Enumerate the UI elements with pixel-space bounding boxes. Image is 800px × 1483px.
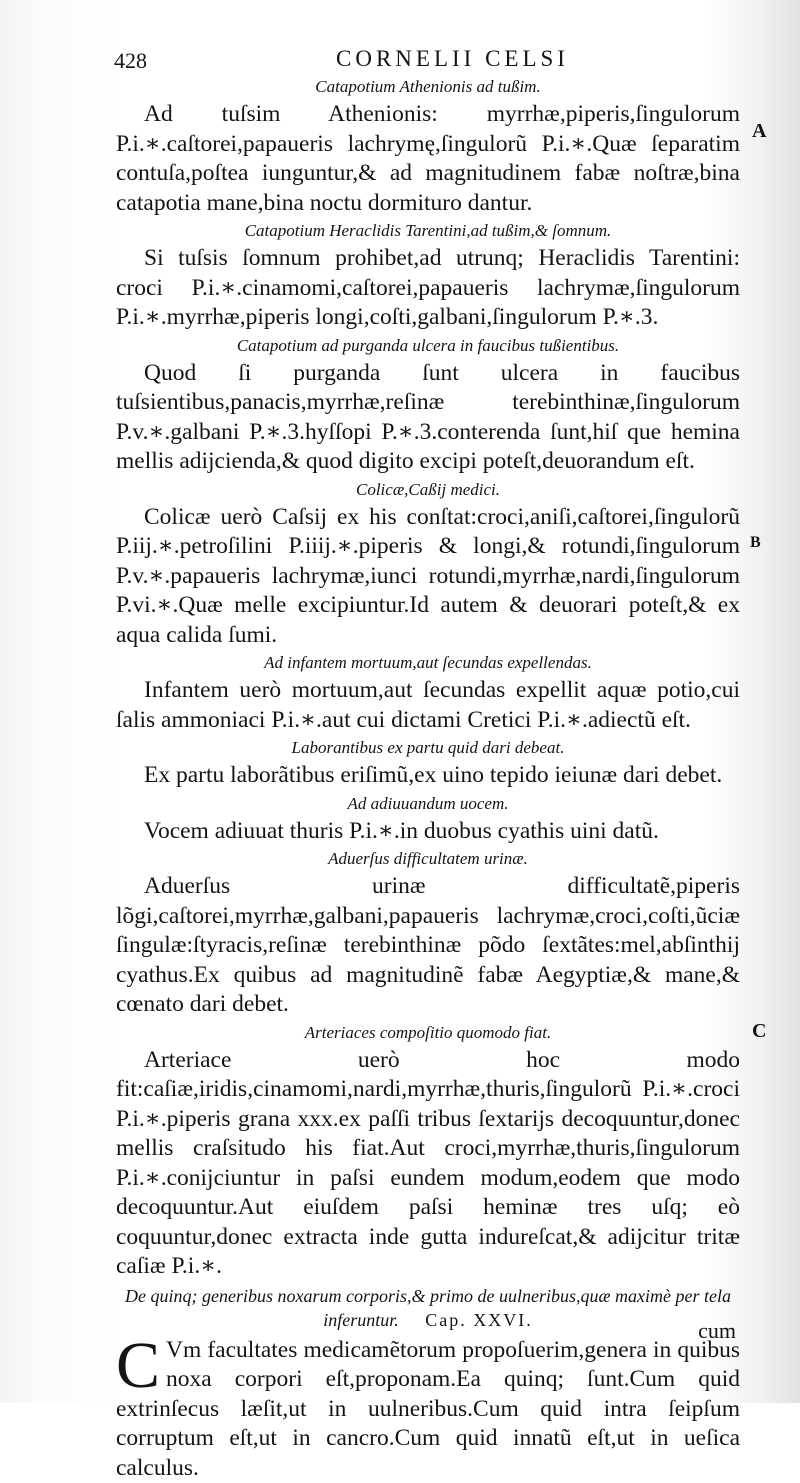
margin-note-b: B bbox=[750, 534, 761, 552]
section-heading: Catapotium Heraclidis Tarentini,ad tußim,& ſomnum. bbox=[116, 220, 740, 241]
section-heading: Arteriaces compoſitio quomodo fiat. bbox=[116, 1022, 740, 1043]
margin-note-c: C bbox=[752, 1020, 766, 1043]
margin-note-a: A bbox=[752, 120, 766, 143]
section-heading: Ad adiuuandum uocem. bbox=[116, 793, 740, 814]
section-paragraph: Quod ſi purganda ſunt ulcera in faucibus tuſsientibus,panacis,myrrhæ,reſinæ terebinthinæ,ſingulorum P.v.∗.galbani P.∗.3.hyſſopi P.∗.3.conterenda ſunt,hiſ que hemina mellis adijcienda,& quod digito excipi poteſt,deuorandum eſt. bbox=[116, 359, 740, 477]
page-header bbox=[0, 44, 800, 78]
chapter-heading bbox=[116, 1284, 740, 1332]
section-heading: Aduerſus difficultatem urinæ. bbox=[116, 848, 740, 869]
catchword: cum bbox=[698, 1318, 736, 1344]
main-text bbox=[116, 74, 740, 1483]
section-paragraph: Colicæ uerò Caſsij ex his conſtat:croci,aniſi,caſtorei,ſingulorũ P.iij.∗.petroſilini P.iiij.∗.piperis & longi,& rotundi,ſingulorum P.v.∗.papaueris lachrymæ,iunci rotundi,myrrhæ,nardi,ſingulorum P.vi.∗.Quæ melle excipiuntur.Id autem & deuorari poteſt,& ex aqua calida ſumi. bbox=[116, 503, 740, 651]
chapter-number: Cap. XXVI. bbox=[425, 1310, 533, 1330]
chapter-paragraph bbox=[116, 1336, 740, 1483]
section-heading: Catapotium Athenionis ad tußim. bbox=[116, 76, 740, 97]
chapter-text: Vm facultates medicamẽtorum propoſuerim,genera in quibus noxa corpori eſt,proponam.Ea quinq; ſunt.Cum quid extrinſecus læſit,ut in uulneribus.Cum quid intra ſeipſum corruptum eſt,ut in cancro.Cum quid innatũ eſt,ut in ueſica calculus. bbox=[116, 1337, 740, 1481]
section-paragraph: Aduerſus urinæ difficultatẽ,piperis lõgi,caſtorei,myrrhæ,galbani,papaueris lachrymæ,croci,coſti,ũciæ ſingulæ:ſtyracis,reſinæ terebinthinæ põdo ſextãtes:mel,abſinthij cyathus.Ex quibus ad magnitudinẽ fabæ Aegyptiæ,& mane,& cœnato dari debet. bbox=[116, 872, 740, 1020]
section-paragraph: Infantem uerò mortuum,aut ſecundas expellit aquæ potio,cui ſalis ammoniaci P.i.∗.aut cui dictami Cretici P.i.∗.adiectũ eſt. bbox=[116, 676, 740, 735]
section-heading: Ad infantem mortuum,aut ſecundas expellendas. bbox=[116, 652, 740, 673]
section-heading: Catapotium ad purganda ulcera in faucibus tußientibus. bbox=[116, 335, 740, 356]
page-number: 428 bbox=[114, 48, 147, 74]
section-paragraph: Arteriace uerò hoc modo fit:caſiæ,iridis,cinamomi,nardi,myrrhæ,thuris,ſingulorũ P.i.∗.croci P.i.∗.piperis grana xxx.ex paſſi tribus ſextarijs decoquuntur,donec mellis craſsitudo his fiat.Aut croci,myrrhæ,thuris,ſingulorum P.i.∗.conijciuntur in paſsi eundem modum,eodem que modo decoquuntur.Aut eiuſdem paſsi heminæ tres uſq; eò coquuntur,donec extracta inde gutta indureſcat,& adijcitur tritæ caſiæ P.i.∗. bbox=[116, 1046, 740, 1282]
section-heading: Laborantibus ex partu quid dari debeat. bbox=[116, 737, 740, 758]
section-paragraph: Ex partu laborãtibus eriſimũ,ex uino tepido ieiunæ dari debet. bbox=[116, 761, 740, 791]
chapter-title: De quinq; generibus noxarum corporis,& primo de uulneribus,quæ maximè per tela inferuntur. bbox=[125, 1286, 731, 1330]
drop-cap-initial: C bbox=[116, 1338, 160, 1394]
section-paragraph: Si tuſsis ſomnum prohibet,ad utrunq; Heraclidis Tarentini: croci P.i.∗.cinamomi,caſtorei,papaueris lachrymæ,ſingulorum P.i.∗.myrrhæ,piperis longi,coſti,galbani,ſingulorum P.∗.3. bbox=[116, 244, 740, 333]
section-paragraph: Ad tuſsim Athenionis: myrrhæ,piperis,ſingulorum P.i.∗.caſtorei,papaueris lachrymę,ſingulorũ P.i.∗.Quæ ſeparatim contuſa,poſtea iunguntur,& ad magnitudinem fabæ noſtræ,bina catapotia mane,bina noctu dormituro dantur. bbox=[116, 100, 740, 218]
section-heading: Colicæ,Caßij medici. bbox=[116, 479, 740, 500]
running-title: CORNELII CELSI bbox=[336, 46, 569, 72]
section-paragraph: Vocem adiuuat thuris P.i.∗.in duobus cyathis uini datũ. bbox=[116, 817, 740, 847]
